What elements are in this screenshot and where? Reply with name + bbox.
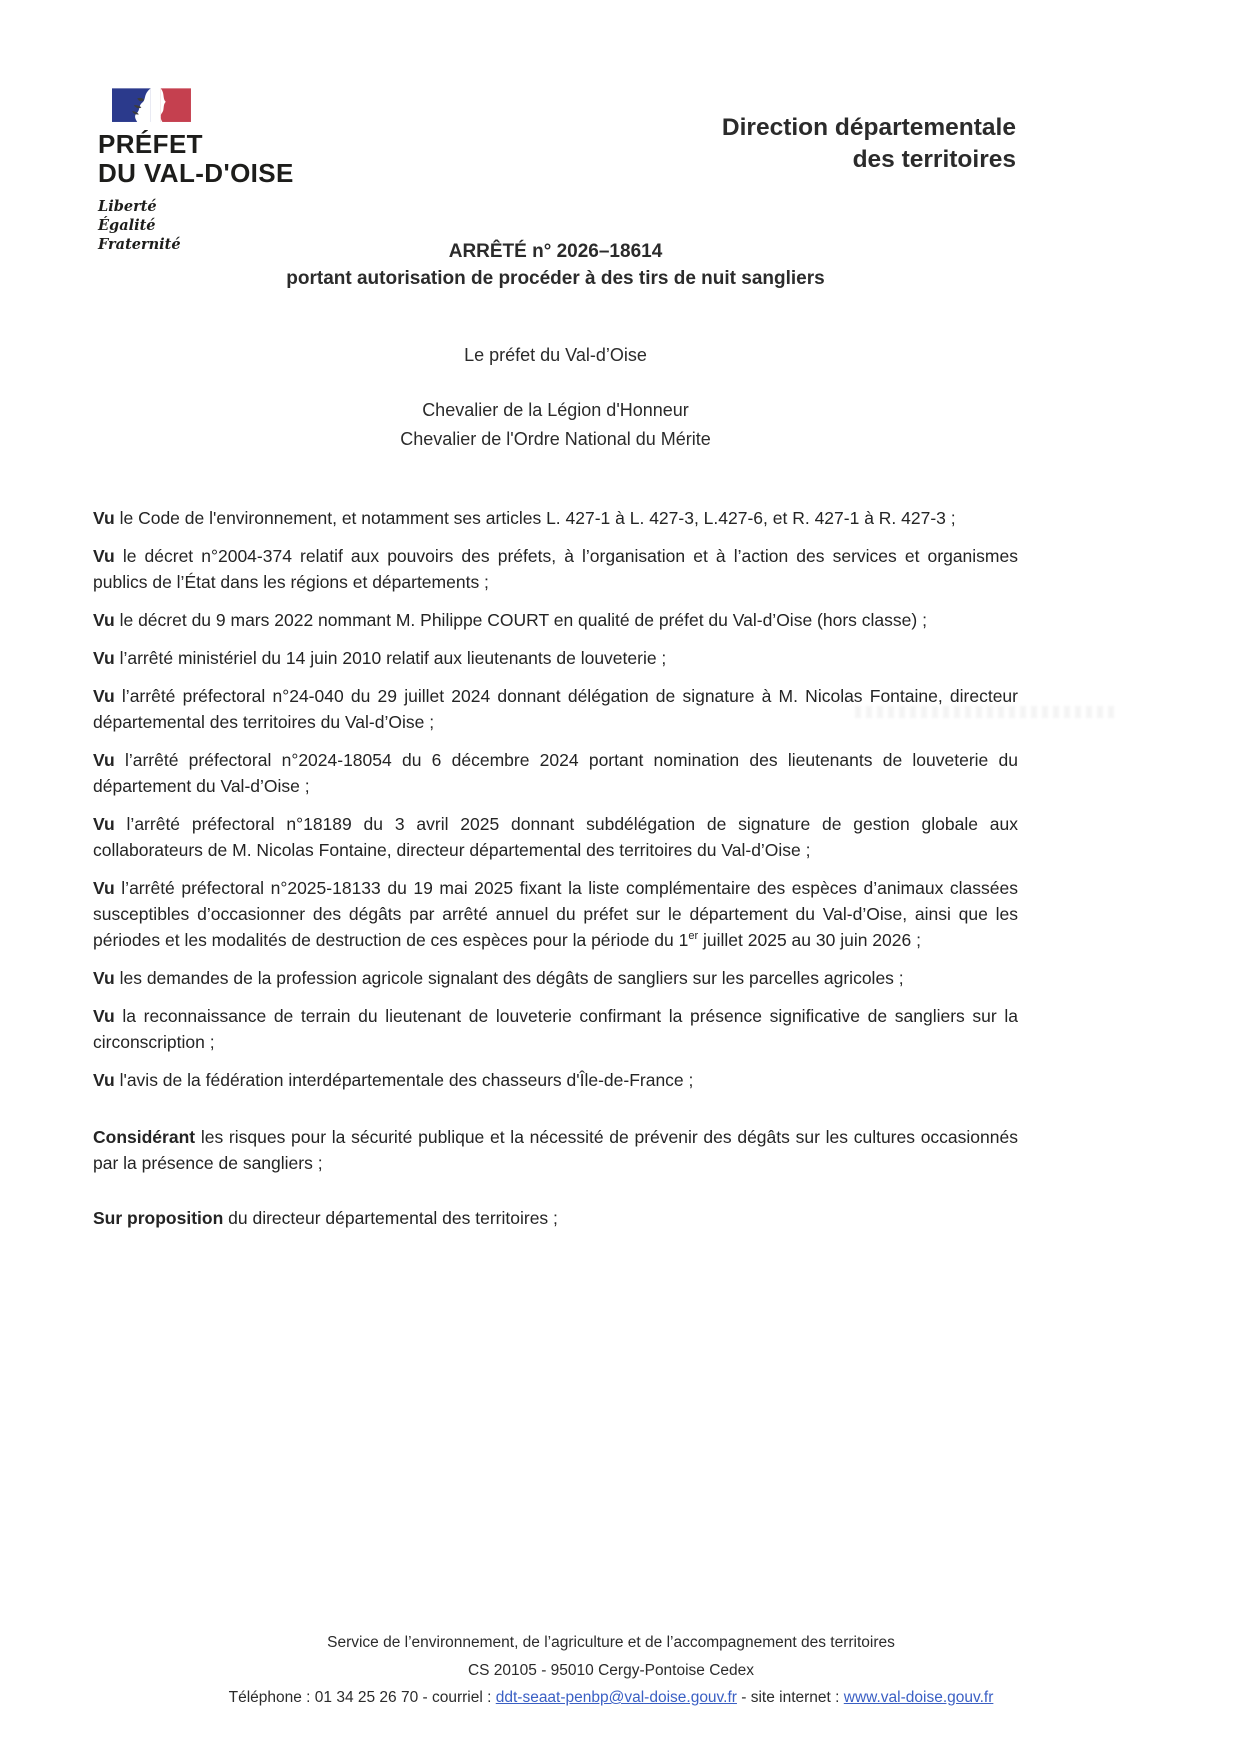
visa-paragraph: [93, 875, 1018, 953]
visa-lead: Vu: [93, 686, 115, 706]
direction-line-1: Direction départementale: [721, 114, 1016, 141]
considerant-text: les risques pour la sécurité publique et la nécessité de prévenir des dégâts sur les cultures occasionnés par la présence de sangliers ;: [93, 1127, 1018, 1173]
visa-paragraph: [93, 747, 1018, 799]
visa-paragraph: [93, 811, 1018, 863]
visa-lead: Vu: [93, 546, 115, 566]
motto-egalite: Égalité: [98, 217, 156, 234]
footer-site-label: - site internet :: [736, 1689, 844, 1706]
document-body: [93, 505, 1018, 1243]
honors-block: [93, 396, 1018, 454]
visa-paragraph: [93, 1067, 1018, 1093]
direction-line-2: des territoires: [852, 146, 1016, 173]
visa-paragraph: [93, 505, 1018, 531]
visa-text: l'avis de la fédération interdépartementale des chasseurs d'Île-de-France ;: [119, 1070, 694, 1090]
visa-text: la reconnaissance de terrain du lieutenant de louveterie confirmant la présence significative de sangliers sur la circonscription ;: [93, 1006, 1018, 1052]
considerant-lead: Considérant: [93, 1127, 196, 1147]
visa-paragraph: [93, 683, 1018, 735]
direction-title: [722, 112, 1016, 176]
visa-lead: Vu: [93, 968, 115, 988]
proposition-lead: Sur proposition: [93, 1208, 224, 1228]
visa-text: l’arrêté ministériel du 14 juin 2010 relatif aux lieutenants de louveterie ;: [119, 648, 667, 668]
visa-text: l’arrêté préfectoral n°2025-18133 du 19 mai 2025 fixant la liste complémentaire des espèces d’animaux classées susceptibles d’occasionner des dégâts par arrêté annuel du préfet sur le département du Val-d’Oise, ainsi que les périodes et les modalités de destruction de ces espèces pour la période du 1: [93, 878, 1018, 950]
arrete-subject: portant autorisation de procéder à des tirs de nuit sangliers: [286, 268, 825, 289]
proposition-text: du directeur départemental des territoires ;: [228, 1208, 558, 1228]
footer-phone-label: Téléphone : 01 34 25 26 70 - courriel :: [228, 1689, 496, 1706]
ordinal-superscript: er: [688, 930, 699, 943]
visa-text: le décret n°2004-374 relatif aux pouvoirs des préfets, à l’organisation et à l’action des services et organismes publics de l’État dans les régions et départements ;: [93, 546, 1018, 592]
visa-lead: Vu: [93, 1006, 115, 1026]
footer-contact-line: [0, 1684, 1222, 1712]
website-link[interactable]: www.val-doise.gouv.fr: [843, 1689, 994, 1706]
visa-paragraph: [93, 543, 1018, 595]
arrete-title-block: [93, 238, 1018, 292]
visa-lead: Vu: [93, 750, 115, 770]
considerant-paragraph: [93, 1124, 1018, 1176]
visa-lead: Vu: [93, 610, 115, 630]
prefet-wordmark: [98, 130, 294, 188]
visa-lead: Vu: [93, 648, 115, 668]
email-link[interactable]: ddt-seaat-penbp@val-doise.gouv.fr: [495, 1689, 737, 1706]
visa-paragraph: [93, 645, 1018, 671]
visa-text: le décret du 9 mars 2022 nommant M. Philippe COURT en qualité de préfet du Val-d’Oise (hors classe) ;: [119, 610, 927, 630]
motto-fraternite: Fraternité: [98, 236, 181, 253]
footer-address-line: CS 20105 - 95010 Cergy-Pontoise Cedex: [467, 1661, 755, 1679]
visa-lead: Vu: [93, 814, 115, 834]
visa-paragraph: [93, 607, 1018, 633]
arrete-number: ARRÊTÉ n° 2026–18614: [448, 241, 663, 262]
visa-paragraph: [93, 1003, 1018, 1055]
document-footer: [0, 1629, 1222, 1712]
proposition-paragraph: [93, 1205, 1018, 1231]
prefecture-block: [98, 88, 294, 254]
visa-lead: Vu: [93, 508, 115, 528]
visa-text: juillet 2025 au 30 juin 2026 ;: [698, 930, 921, 950]
marianne-logo: [112, 88, 196, 124]
visa-text: l’arrêté préfectoral n°24-040 du 29 juillet 2024 donnant délégation de signature à M. Nicolas Fontaine, directeur départemental des territoires du Val-d’Oise ;: [93, 686, 1018, 732]
honor-line-1: Chevalier de la Légion d'Honneur: [422, 400, 689, 420]
motto-liberte: Liberté: [98, 198, 157, 215]
visa-paragraph: [93, 965, 1018, 991]
visa-text: l’arrêté préfectoral n°2024-18054 du 6 décembre 2024 portant nomination des lieutenants de louveterie du département du Val-d’Oise ;: [93, 750, 1018, 796]
prefect-line: Le préfet du Val-d’Oise: [464, 345, 647, 365]
visa-text: l’arrêté préfectoral n°18189 du 3 avril 2025 donnant subdélégation de signature de gestion globale aux collaborateurs de M. Nicolas Fontaine, directeur départemental des territoires du Val-d’Oise ;: [93, 814, 1018, 860]
honor-line-2: Chevalier de l'Ordre National du Mérite: [400, 429, 711, 449]
visa-text: les demandes de la profession agricole signalant des dégâts de sangliers sur les parcelles agricoles ;: [119, 968, 904, 988]
visa-lead: Vu: [93, 1070, 115, 1090]
prefet-line-1: PRÉFET: [98, 129, 203, 159]
prefet-line-2: DU VAL-D'OISE: [98, 158, 294, 188]
footer-service-line: Service de l’environnement, de l’agriculture et de l’accompagnement des territoires: [327, 1634, 895, 1651]
visa-text: le Code de l'environnement, et notamment ses articles L. 427-1 à L. 427-3, L.427-6, et R. 427-1 à R. 427-3 ;: [119, 508, 956, 528]
visa-lead: Vu: [93, 878, 115, 898]
